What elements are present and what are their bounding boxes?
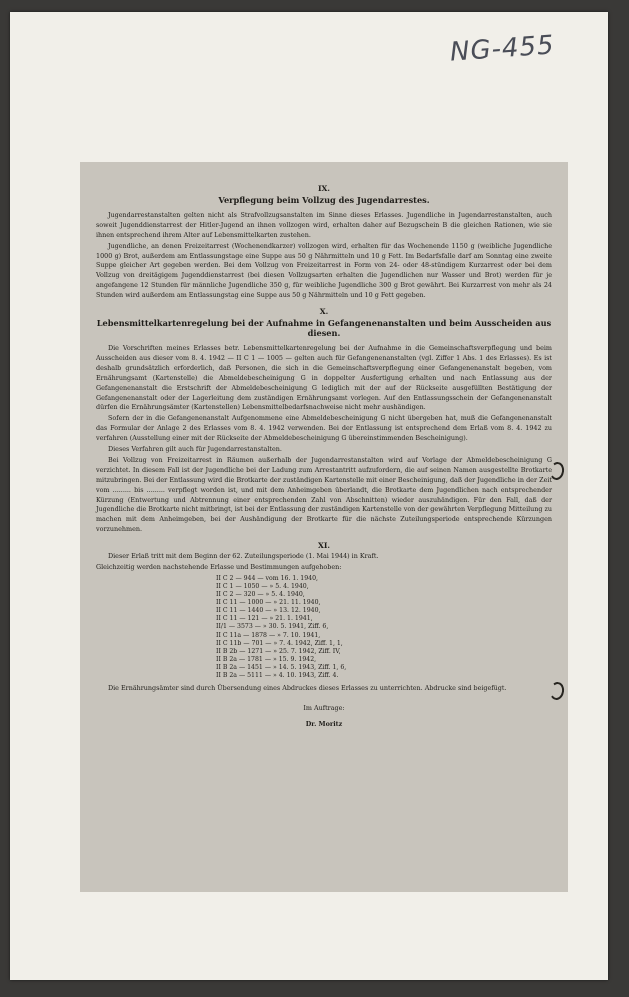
signature-prefix: Im Auftrage: [303,704,345,713]
signature-name: Dr. Moritz [305,719,343,728]
archive-sheet [10,12,608,980]
section-numeral: IX. [318,184,330,193]
repealed-decrees-list [216,575,552,680]
paragraph: Gleichzeitig werden nachstehende Erlasse und Bestimmungen aufgehoben: [96,563,342,571]
list-item: II B 2b — 1271 — » 25. 7. 1942, Ziff. IV, [216,647,341,655]
list-item: II B 2a — 5111 — » 4. 10. 1943, Ziff. 4. [216,672,339,680]
list-item: II C 11a — 1878 — » 7. 10. 1941, [216,631,321,639]
list-item: II B 2a — 1451 — » 14. 5. 1943, Ziff. 1, 6, [216,663,347,671]
paragraph: Sofern der in die Gefangenenanstalt Aufgenommene eine Abmeldebescheinigung G nicht übergeben hat, muß die Gefangenenanstalt das Formular der Anlage 2 des Erlasses vom 8. 4. 1942 verwenden. Bei der Entlassung ist entsprechend dem Erlaß vom 8. 4. 1942 zu verfahren (Ausstellung einer mit der Rückseite der Abmeldebescheinigung G übereinstimmenden Bescheinigung). [96,414,552,443]
paragraph: Bei Vollzug von Freizeitarrest in Räumen außerhalb der Jugendarrestanstalten wird auf Vorlage der Abmeldebescheinigung G verzichtet. In diesem Fall ist der Jugendliche bei der Ladung zum Arrestantritt aufzufordern, die auf seinen Namen ausgestellte Brotkarte mitzubringen. Bei der Entlassung wird die Brotkarte der zuständigen Kartenstelle mit einer Bescheinigung, daß der Jugendliche in der Zeit vom ......... bis ......... verpflegt worden ist, und mit dem Anheimgeben überlandt, die Brotkarte dem Jugendlichen nach entsprechender Kürzung (Entwertung und Abtrennung einer entsprechenden Zahl von Abschnitten) wieder auszuhändigen. Für den Fall, daß der Jugendliche die Brotkarte nicht mitbringt, ist bei der Entlassung der zuständigen Kartenstelle von der gewährten Verpflegung Mitteilung zu machen mit dem Anheimgeben, bei der Aushändigung der Brotkarte für die nächste Zuteilungsperiode entsprechende Kürzungen vorzunehmen. [96,455,552,534]
paragraph: Dieses Verfahren gilt auch für Jugendarrestanstalten. [108,445,282,454]
paragraph: Die Ernährungsämter sind durch Übersendung eines Abdruckes dieses Erlasses zu unterrichten. Abdrucke sind beigefügt. [108,684,507,693]
list-item: II C 1 — 1050 — » 5. 4. 1940, [216,583,309,590]
section-numeral: X. [319,307,329,317]
list-item: II/1 — 3573 — » 30. 5. 1941, Ziff. 6, [216,623,329,631]
list-item: II C 11b — 701 — » 7. 4. 1942, Ziff. 1, 1, [216,639,343,647]
section-heading: Lebensmittelkartenregelung bei der Aufnahme in Gefangenenanstalten und beim Ausscheiden aus diesen. [96,317,552,338]
section-heading: Verpflegung beim Vollzug des Jugendarrestes. [218,194,430,205]
archive-code-handwritten: NG-455 [449,30,556,68]
list-item: II C 11 — 1000 — » 21. 11. 1940, [216,599,321,607]
list-item: II C 2 — 944 — vom 16. 1. 1940, [216,574,318,582]
document-text [96,182,552,730]
paragraph: Jugendliche, an denen Freizeitarrest (Wochenendkarzer) vollzogen wird, erhalten für das Wochenende 1150 g (weibliche Jugendliche 1000 g) Brot, außerdem am Entlassungstage eine Suppe aus 50 g Nährmitteln und 10 g Fett. Im Bedarfsfalle darf am Sonntag eine zweite Suppe gleicher Art gegeben werden. Bei dem Vollzug von Freizeitarrest in Form von 24- oder 48-stündigem Kurzarrest oder bei dem Vollzug von dreitägigem Jugenddienstarrest (bei diesen Vollzugsarten erhalten die Jugendlichen nur Wasser und Brot) werden für je angefangene 12 Stunden für männliche Jugendliche 350 g, für weibliche Jugendliche 300 g Brot gewährt. Bei Kurzarrest von mehr als 24 Stunden wird außerdem am Entlassungstag eine Suppe aus 50 g Nährmitteln und 10 g Fett gegeben. [96,241,552,300]
list-item: II B 2a — 1781 — » 15. 9. 1942, [216,655,317,663]
list-item: II C 11 — 1440 — » 13. 12. 1940, [216,607,321,615]
paragraph: Die Vorschriften meines Erlasses betr. Lebensmittelkartenregelung bei der Aufnahme in die Gemeinschaftsverpflegung und beim Ausscheiden aus dieser vom 8. 4. 1942 — II C 1 — 1005 — gelten auch für Gefangenenanstalten (vgl. Ziffer 1 Abs. 1 des Erlasses). Es ist deshalb grundsätzlich erforderlich, daß Personen, die sich in die Gemeinschaftsverpflegung einer Gefangenenanstalt begeben, vom Ernährungsamt (Kartenstelle) die Abmeldebescheinigung G in doppelter Ausfertigung erhalten und nach Entlassung aus der Gefangenenanstalt die Erstschrift der Abmeldebescheinigung G lediglich mit der auf der Rückseite ausgefüllten Bestätigung der Gefangenenanstalt oder der Lagerleitung dem zuständigen Ernährungsamt vorlegen. Auf den Entlassungsschein der Gefangenenanstalt dürfen die Ernährungsämter (Kartenstellen) Lebensmittelbedarfsnachweise nicht mehr aushändigen. [96,343,552,412]
section-numeral: XI. [318,541,330,551]
list-item: II C 11 — 121 — » 21. 1. 1941, [216,615,313,623]
paragraph: Dieser Erlaß tritt mit dem Beginn der 62. Zuteilungsperiode (1. Mai 1944) in Kraft. [108,552,379,561]
list-item: II C 2 — 320 — » 5. 4. 1940, [216,591,305,599]
paragraph: Jugendarrestanstalten gelten nicht als Strafvollzugsanstalten im Sinne dieses Erlasses. Jugendliche in Jugendarrestanstalten, auch soweit Jugenddienstarrest der Hitler-Jugend an ihnen vollzogen wird, erhalten daher auf Bezugschein B die gleichen Rationen, wie sie ihnen entsprechend ihrem Alter auf Lebensmittelkarten zustehen. [96,210,552,239]
